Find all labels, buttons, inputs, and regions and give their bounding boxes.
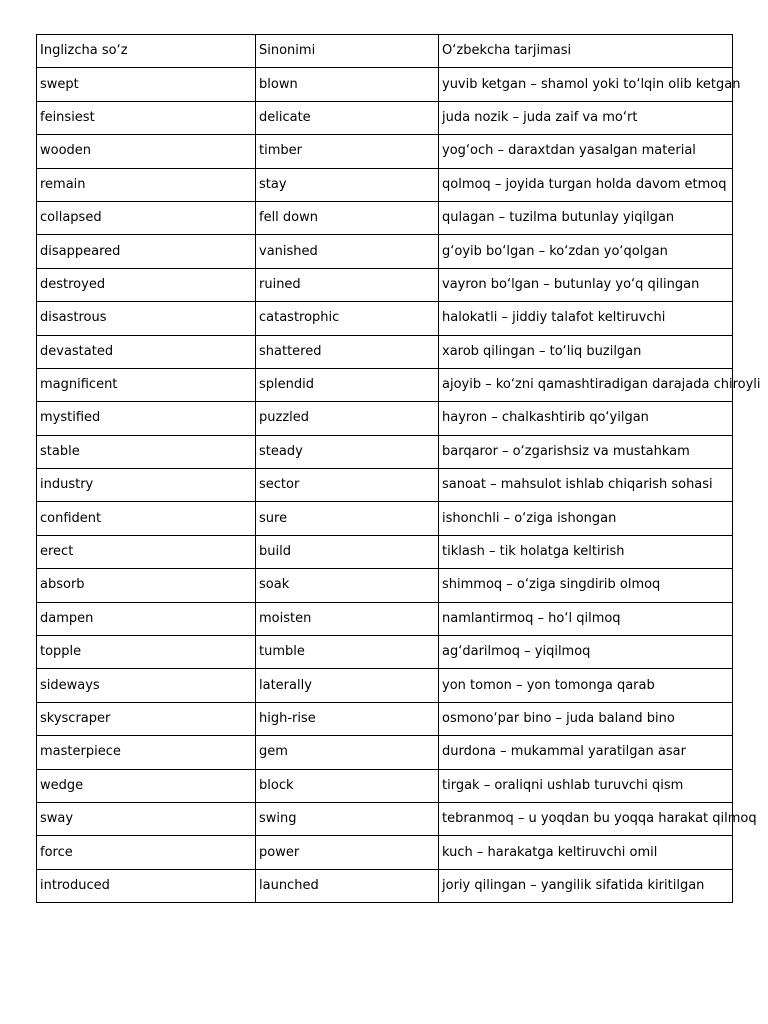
header-uzbek-translation: O‘zbekcha tarjimasi (439, 35, 733, 68)
uzbek-translation-cell: ag‘darilmoq – yiqilmoq (439, 636, 733, 669)
table-row (37, 135, 733, 168)
table-row (37, 736, 733, 769)
english-word-cell: feinsiest (37, 101, 256, 134)
synonym-cell: laterally (256, 669, 439, 702)
synonym-cell: vanished (256, 235, 439, 268)
table-row (37, 602, 733, 635)
synonym-cell: puzzled (256, 402, 439, 435)
uzbek-translation-cell: ajoyib – ko‘zni qamashtiradigan darajada chiroyli (439, 368, 733, 401)
english-word-cell: wooden (37, 135, 256, 168)
vocabulary-sheet (36, 34, 761, 903)
table-row (37, 569, 733, 602)
uzbek-translation-cell: halokatli – jiddiy talafot keltiruvchi (439, 302, 733, 335)
uzbek-translation-cell: durdona – mukammal yaratilgan asar (439, 736, 733, 769)
english-word-cell: mystified (37, 402, 256, 435)
synonym-cell: power (256, 836, 439, 869)
uzbek-translation-cell: osmono‘par bino – juda baland bino (439, 702, 733, 735)
english-word-cell: remain (37, 168, 256, 201)
synonym-cell: build (256, 535, 439, 568)
synonym-cell: splendid (256, 368, 439, 401)
english-word-cell: topple (37, 636, 256, 669)
synonym-cell: soak (256, 569, 439, 602)
table-row (37, 101, 733, 134)
table-row (37, 769, 733, 802)
synonym-cell: tumble (256, 636, 439, 669)
english-word-cell: erect (37, 535, 256, 568)
english-word-cell: wedge (37, 769, 256, 802)
table-row (37, 669, 733, 702)
english-word-cell: sideways (37, 669, 256, 702)
uzbek-translation-cell: vayron bo‘lgan – butunlay yo‘q qilingan (439, 268, 733, 301)
table-row (37, 836, 733, 869)
synonym-cell: stay (256, 168, 439, 201)
english-word-cell: disastrous (37, 302, 256, 335)
synonym-cell: gem (256, 736, 439, 769)
synonym-cell: fell down (256, 201, 439, 234)
uzbek-translation-cell: qulagan – tuzilma butunlay yiqilgan (439, 201, 733, 234)
table-row (37, 535, 733, 568)
uzbek-translation-cell: kuch – harakatga keltiruvchi omil (439, 836, 733, 869)
english-word-cell: absorb (37, 569, 256, 602)
uzbek-translation-cell: xarob qilingan – to‘liq buzilgan (439, 335, 733, 368)
synonym-cell: moisten (256, 602, 439, 635)
english-word-cell: sway (37, 802, 256, 835)
uzbek-translation-cell: barqaror – o‘zgarishsiz va mustahkam (439, 435, 733, 468)
english-word-cell: skyscraper (37, 702, 256, 735)
uzbek-translation-cell: tirgak – oraliqni ushlab turuvchi qism (439, 769, 733, 802)
english-word-cell: swept (37, 68, 256, 101)
uzbek-translation-cell: hayron – chalkashtirib qo‘yilgan (439, 402, 733, 435)
header-synonym: Sinonimi (256, 35, 439, 68)
synonym-cell: shattered (256, 335, 439, 368)
synonym-cell: delicate (256, 101, 439, 134)
english-word-cell: force (37, 836, 256, 869)
table-row (37, 201, 733, 234)
uzbek-translation-cell: g‘oyib bo‘lgan – ko‘zdan yo‘qolgan (439, 235, 733, 268)
english-word-cell: confident (37, 502, 256, 535)
synonym-cell: blown (256, 68, 439, 101)
uzbek-translation-cell: ishonchli – o‘ziga ishongan (439, 502, 733, 535)
table-row (37, 235, 733, 268)
english-word-cell: devastated (37, 335, 256, 368)
table-row (37, 869, 733, 902)
table-row (37, 368, 733, 401)
english-word-cell: introduced (37, 869, 256, 902)
uzbek-translation-cell: joriy qilingan – yangilik sifatida kiritilgan (439, 869, 733, 902)
table-row (37, 469, 733, 502)
english-word-cell: dampen (37, 602, 256, 635)
synonym-cell: launched (256, 869, 439, 902)
uzbek-translation-cell: yuvib ketgan – shamol yoki to‘lqin olib ketgan (439, 68, 733, 101)
uzbek-translation-cell: qolmoq – joyida turgan holda davom etmoq (439, 168, 733, 201)
table-row (37, 636, 733, 669)
header-english-word: Inglizcha so‘z (37, 35, 256, 68)
uzbek-translation-cell: sanoat – mahsulot ishlab chiqarish sohasi (439, 469, 733, 502)
uzbek-translation-cell: yon tomon – yon tomonga qarab (439, 669, 733, 702)
table-row (37, 702, 733, 735)
english-word-cell: industry (37, 469, 256, 502)
synonym-cell: swing (256, 802, 439, 835)
synonym-cell: sector (256, 469, 439, 502)
uzbek-translation-cell: shimmoq – o‘ziga singdirib olmoq (439, 569, 733, 602)
table-row (37, 268, 733, 301)
table-row (37, 802, 733, 835)
english-word-cell: masterpiece (37, 736, 256, 769)
uzbek-translation-cell: namlantirmoq – ho‘l qilmoq (439, 602, 733, 635)
english-word-cell: stable (37, 435, 256, 468)
vocabulary-table-body (37, 35, 761, 903)
uzbek-translation-cell: tiklash – tik holatga keltirish (439, 535, 733, 568)
table-row (37, 168, 733, 201)
english-word-cell: collapsed (37, 201, 256, 234)
table-row (37, 68, 733, 101)
table-row (37, 302, 733, 335)
table-row (37, 435, 733, 468)
synonym-cell: catastrophic (256, 302, 439, 335)
uzbek-translation-cell: juda nozik – juda zaif va mo‘rt (439, 101, 733, 134)
synonym-cell: timber (256, 135, 439, 168)
uzbek-translation-cell: tebranmoq – u yoqdan bu yoqqa harakat qilmoq (439, 802, 733, 835)
english-word-cell: disappeared (37, 235, 256, 268)
synonym-cell: steady (256, 435, 439, 468)
synonym-cell: ruined (256, 268, 439, 301)
english-word-cell: destroyed (37, 268, 256, 301)
synonym-cell: block (256, 769, 439, 802)
synonym-cell: high-rise (256, 702, 439, 735)
uzbek-translation-cell: yog‘och – daraxtdan yasalgan material (439, 135, 733, 168)
table-row (37, 502, 733, 535)
table-row (37, 335, 733, 368)
english-word-cell: magnificent (37, 368, 256, 401)
table-row (37, 402, 733, 435)
table-header-row (37, 35, 733, 68)
synonym-cell: sure (256, 502, 439, 535)
vocabulary-table (36, 34, 761, 903)
